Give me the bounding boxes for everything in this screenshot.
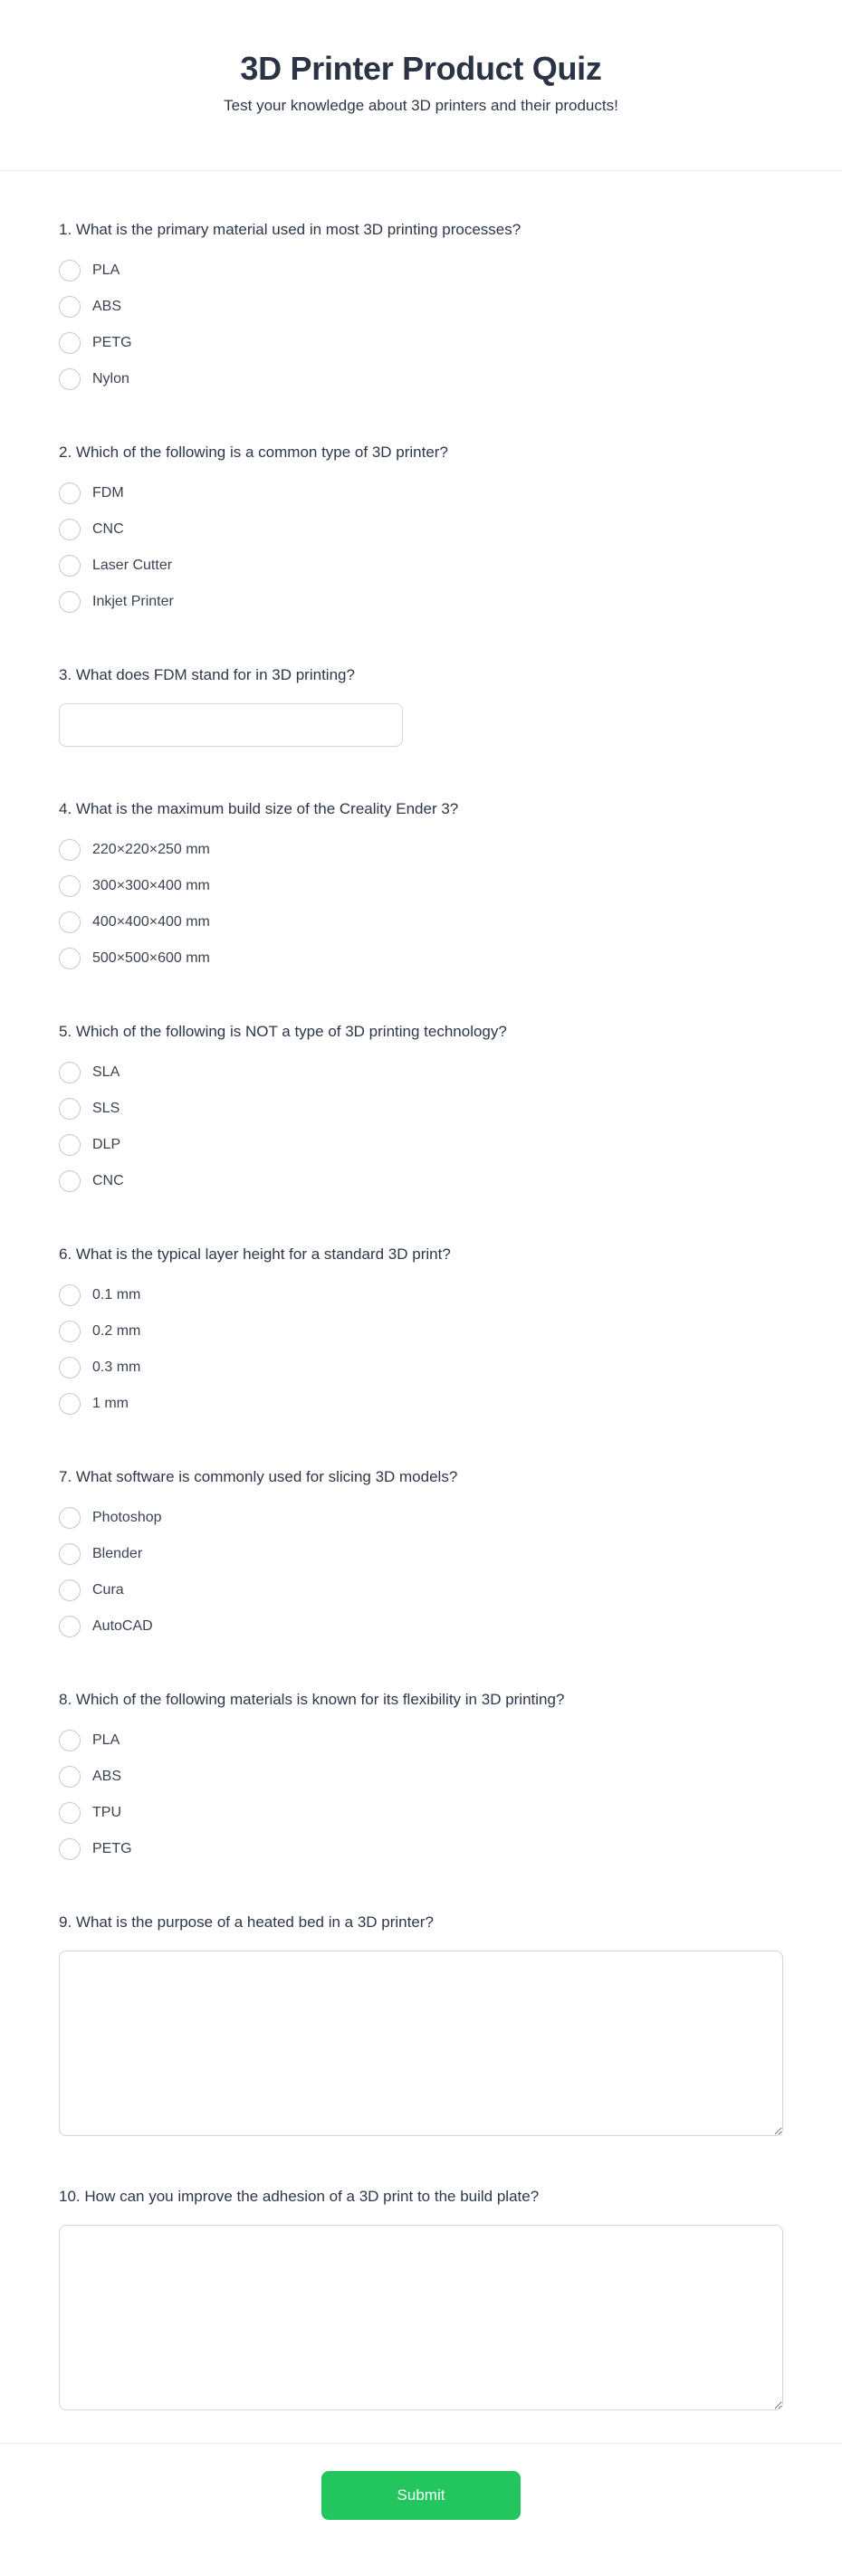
radio-option-label: TPU [92,1805,121,1820]
options-list [59,1283,783,1417]
radio-option[interactable] [59,946,783,971]
radio-option-label: CNC [92,521,124,537]
radio-button-icon[interactable] [59,332,81,354]
radio-option[interactable] [59,1355,783,1380]
question-block [59,797,783,971]
question-block [59,1020,783,1194]
radio-button-icon[interactable] [59,482,81,504]
radio-option-label: FDM [92,485,124,501]
page-title: 3D Printer Product Quiz [240,50,602,87]
radio-option[interactable] [59,367,783,392]
radio-option[interactable] [59,1391,783,1417]
radio-option[interactable] [59,1132,783,1158]
radio-option-label: PLA [92,1732,120,1748]
question-block [59,1243,783,1417]
question-label: 5. Which of the following is NOT a type of 3D printing technology? [59,1023,507,1040]
options-list [59,837,783,971]
question-block [59,1911,783,2136]
question-label: 9. What is the purpose of a heated bed in a 3D printer? [59,1913,434,1931]
radio-option[interactable] [59,910,783,935]
radio-option[interactable] [59,1837,783,1862]
radio-option[interactable] [59,481,783,506]
radio-option-label: PETG [92,335,132,350]
radio-button-icon[interactable] [59,911,81,933]
question-label: 2. Which of the following is a common type of 3D printer? [59,444,448,461]
radio-button-icon[interactable] [59,296,81,318]
radio-option[interactable] [59,1169,783,1194]
radio-option-label: 0.3 mm [92,1360,141,1375]
radio-button-icon[interactable] [59,1766,81,1788]
radio-option[interactable] [59,1614,783,1639]
radio-option[interactable] [59,1505,783,1531]
radio-option[interactable] [59,517,783,542]
radio-option-label: AutoCAD [92,1618,153,1634]
radio-option-label: Laser Cutter [92,558,173,573]
radio-option-label: Nylon [92,371,129,386]
radio-button-icon[interactable] [59,1284,81,1306]
radio-option-label: ABS [92,1769,122,1784]
question-label: 6. What is the typical layer height for a standard 3D print? [59,1245,451,1263]
questions [0,171,842,2443]
radio-button-icon[interactable] [59,368,81,390]
radio-option[interactable] [59,1096,783,1121]
quiz-footer [0,2443,842,2576]
quiz-header [0,0,842,171]
submit-button[interactable]: Submit [321,2471,521,2520]
radio-button-icon[interactable] [59,1357,81,1379]
radio-button-icon[interactable] [59,260,81,281]
question-label: 4. What is the maximum build size of the Creality Ender 3? [59,800,459,817]
options-list [59,258,783,392]
question-block [59,441,783,615]
radio-option[interactable] [59,1060,783,1085]
radio-option-label: 400×400×400 mm [92,914,210,930]
question-label: 3. What does FDM stand for in 3D printing? [59,666,355,683]
radio-option[interactable] [59,1283,783,1308]
radio-option-label: 0.1 mm [92,1287,141,1302]
radio-option[interactable] [59,1728,783,1753]
radio-option[interactable] [59,873,783,899]
radio-button-icon[interactable] [59,1134,81,1156]
radio-option-label: 500×500×600 mm [92,950,210,966]
answer-textarea[interactable] [59,2225,783,2410]
radio-option-label: Cura [92,1582,124,1598]
radio-button-icon[interactable] [59,839,81,861]
radio-button-icon[interactable] [59,1838,81,1860]
radio-option-label: 1 mm [92,1396,129,1411]
radio-option[interactable] [59,1319,783,1344]
page-subtitle: Test your knowledge about 3D printers and their products! [224,97,618,114]
radio-option-label: Photoshop [92,1510,162,1525]
radio-option-label: CNC [92,1173,124,1188]
options-list [59,1060,783,1194]
radio-button-icon[interactable] [59,591,81,613]
question-block [59,2185,783,2410]
options-list [59,1728,783,1862]
radio-button-icon[interactable] [59,519,81,540]
radio-button-icon[interactable] [59,1321,81,1342]
radio-button-icon[interactable] [59,1098,81,1120]
radio-option-label: ABS [92,299,122,314]
radio-option[interactable] [59,553,783,578]
radio-button-icon[interactable] [59,875,81,897]
question-block [59,1688,783,1862]
radio-option[interactable] [59,589,783,615]
radio-option[interactable] [59,837,783,863]
answer-text-input[interactable] [59,703,403,747]
question-block [59,663,783,747]
radio-button-icon[interactable] [59,1802,81,1824]
radio-option[interactable] [59,1764,783,1789]
radio-button-icon[interactable] [59,555,81,577]
question-block [59,218,783,392]
question-label: 10. How can you improve the adhesion of a 3D print to the build plate? [59,2188,540,2205]
question-label: 1. What is the primary material used in most 3D printing processes? [59,221,521,238]
radio-option-label: Blender [92,1546,143,1561]
radio-option-label: SLA [92,1064,120,1080]
radio-option[interactable] [59,258,783,283]
question-label: 7. What software is commonly used for slicing 3D models? [59,1468,458,1485]
radio-option-label: SLS [92,1101,120,1116]
question-block [59,1465,783,1639]
radio-button-icon[interactable] [59,1579,81,1601]
radio-option-label: 300×300×400 mm [92,878,210,893]
radio-button-icon[interactable] [59,1730,81,1751]
radio-option-label: Inkjet Printer [92,594,174,609]
radio-option[interactable] [59,1800,783,1826]
radio-button-icon[interactable] [59,1616,81,1637]
radio-button-icon[interactable] [59,1393,81,1415]
radio-option-label: 0.2 mm [92,1323,141,1339]
radio-button-icon[interactable] [59,1170,81,1192]
radio-option-label: 220×220×250 mm [92,842,210,857]
options-list [59,481,783,615]
radio-button-icon[interactable] [59,1507,81,1529]
radio-option-label: PLA [92,262,120,278]
radio-button-icon[interactable] [59,1062,81,1083]
radio-option[interactable] [59,294,783,320]
question-label: 8. Which of the following materials is known for its flexibility in 3D printing? [59,1691,565,1708]
radio-option[interactable] [59,1578,783,1603]
radio-option[interactable] [59,330,783,356]
radio-button-icon[interactable] [59,948,81,969]
radio-button-icon[interactable] [59,1543,81,1565]
radio-option-label: DLP [92,1137,121,1152]
radio-option-label: PETG [92,1841,132,1856]
answer-textarea[interactable] [59,1951,783,2136]
options-list [59,1505,783,1639]
radio-option[interactable] [59,1541,783,1567]
